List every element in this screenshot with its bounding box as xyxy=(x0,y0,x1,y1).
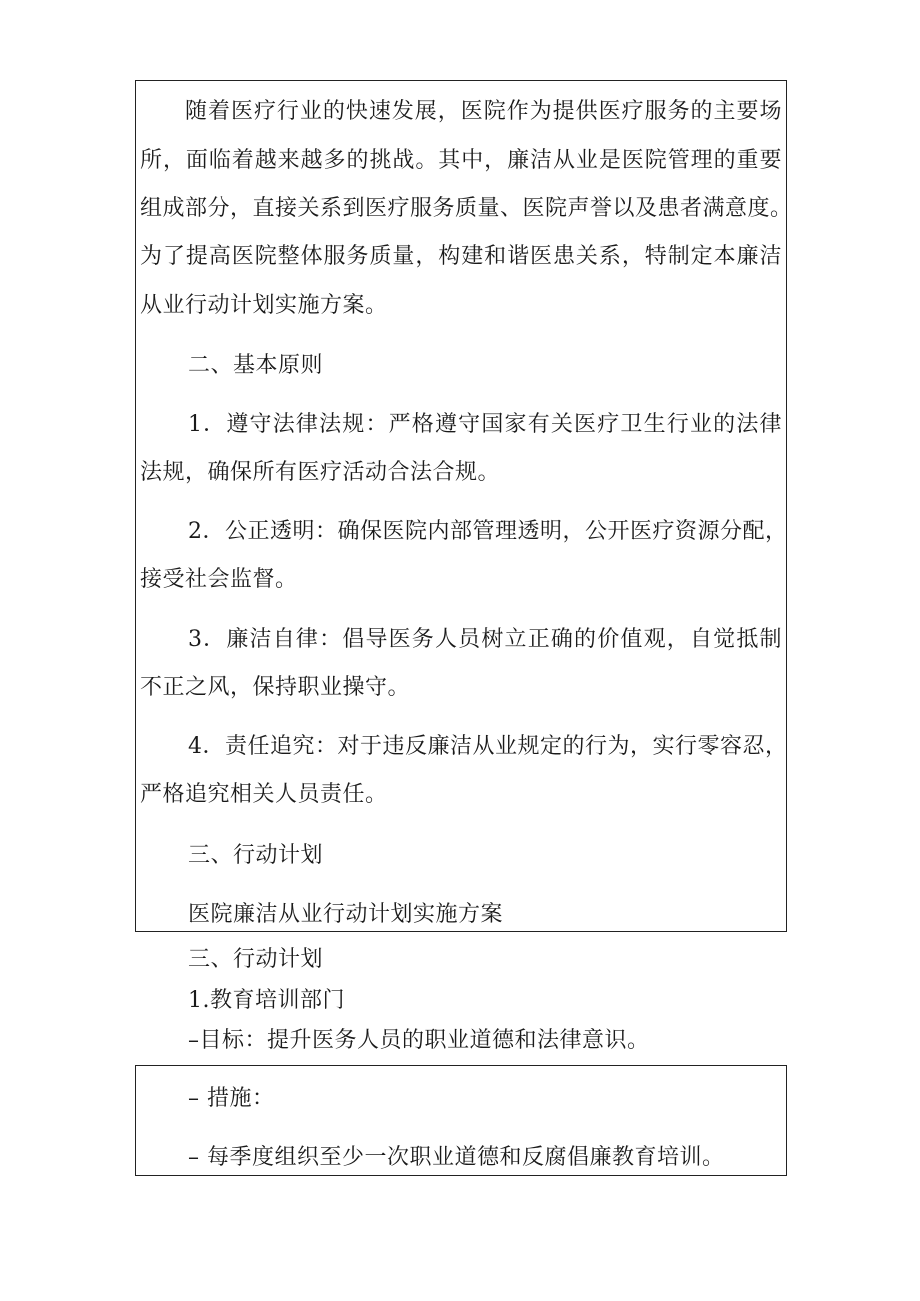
section-heading-action-plan-repeat: 三、行动计划 xyxy=(188,947,324,972)
goal-text: –目标：提升医务人员的职业道德和法律意识。 xyxy=(188,1028,650,1053)
principle-3-line-2: 不正之风，保持职业操守。 xyxy=(140,675,411,700)
section-heading-principles: 二、基本原则 xyxy=(188,353,324,378)
principle-2-line-2: 接受社会监督。 xyxy=(140,567,298,592)
principle-1-line-2: 法规，确保所有医疗活动合法合规。 xyxy=(140,460,501,485)
intro-line-5: 从业行动计划实施方案。 xyxy=(140,293,388,318)
measures-label: – 措施： xyxy=(188,1086,275,1111)
section-heading-action-plan: 三、行动计划 xyxy=(188,843,324,868)
intro-line-4: 为了提高医院整体服务质量，构建和谐医患关系，特制定本廉洁 xyxy=(140,244,782,269)
intro-line-3: 组成部分，直接关系到医疗服务质量、医院声誉以及患者满意度。 xyxy=(140,196,793,221)
list-item-education-dept: 1.教育培训部门 xyxy=(188,988,345,1013)
document-title: 医院廉洁从业行动计划实施方案 xyxy=(188,902,504,927)
principle-4-line-2: 严格追究相关人员责任。 xyxy=(140,782,388,807)
principle-2-line-1: 2．公正透明：确保医院内部管理透明，公开医疗资源分配， xyxy=(188,519,788,544)
intro-line-2: 所，面临着越来越多的挑战。其中，廉洁从业是医院管理的重要 xyxy=(140,148,782,173)
principle-4-line-1: 4．责任追究：对于违反廉洁从业规定的行为，实行零容忍， xyxy=(188,734,788,759)
measure-item-1: – 每季度组织至少一次职业道德和反腐倡廉教育培训。 xyxy=(188,1145,725,1170)
principle-1-line-1: 1．遵守法律法规：严格遵守国家有关医疗卫生行业的法律 xyxy=(188,412,782,437)
intro-line-1: 随着医疗行业的快速发展，医院作为提供医疗服务的主要场 xyxy=(185,99,782,124)
principle-3-line-1: 3．廉洁自律：倡导医务人员树立正确的价值观，自觉抵制 xyxy=(188,627,782,652)
